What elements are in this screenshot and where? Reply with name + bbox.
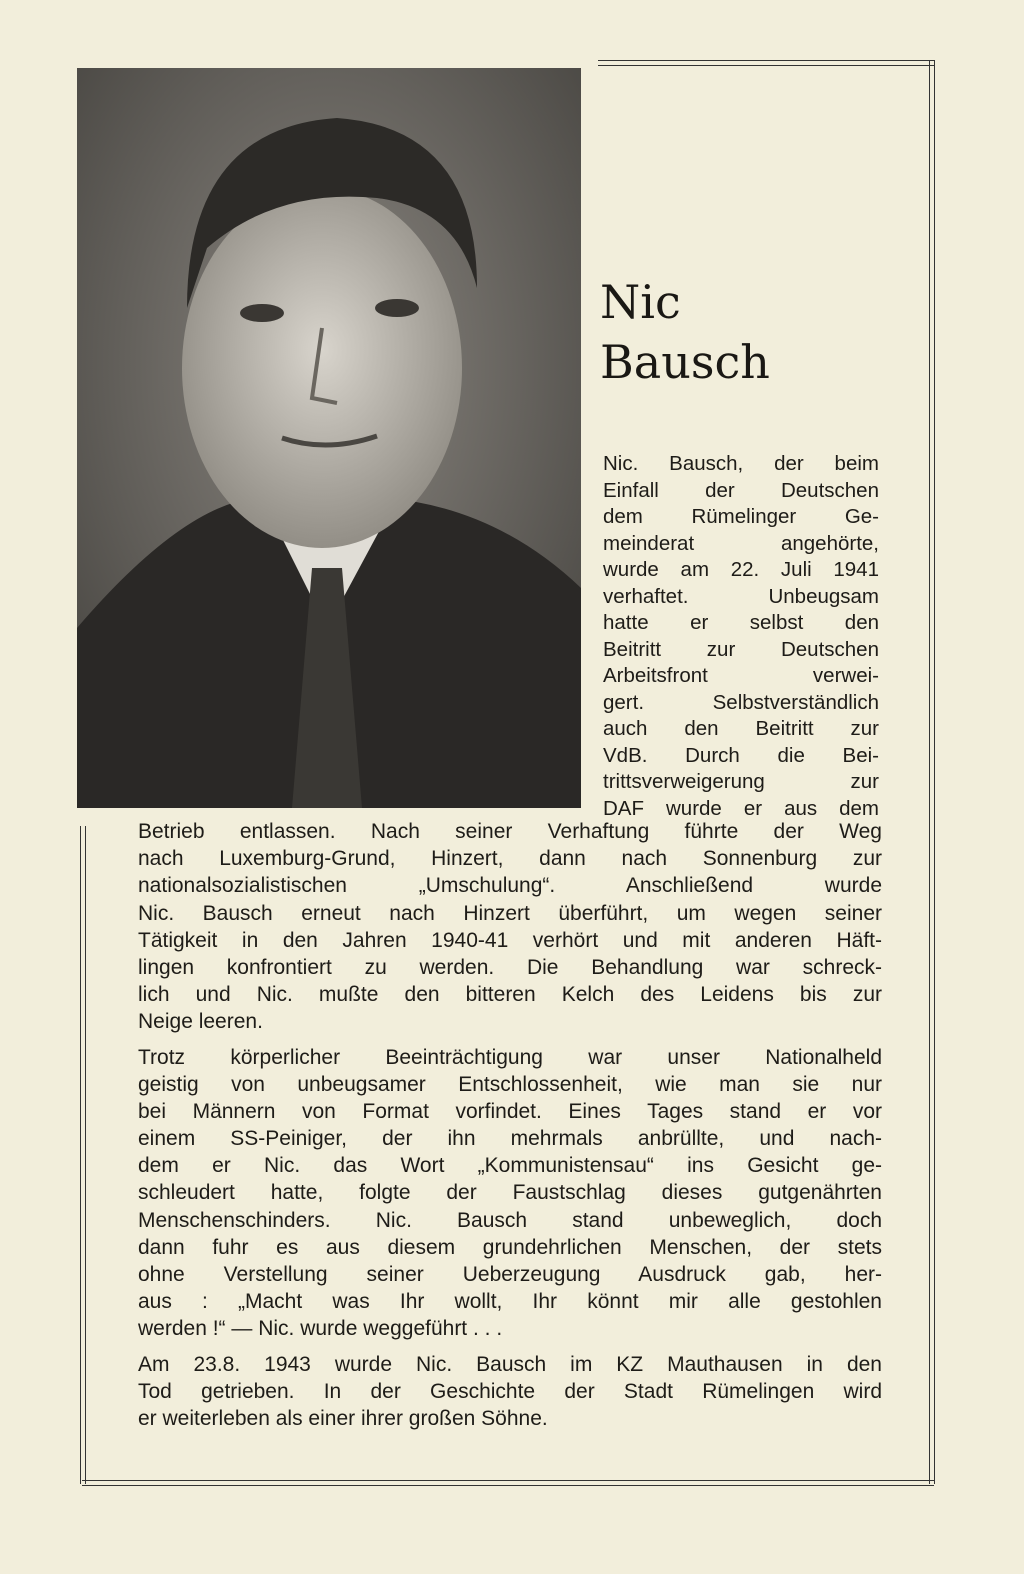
text-line: Nic. Bausch, der beim bbox=[603, 452, 879, 475]
text-line: trittsverweigerung zur bbox=[603, 770, 879, 793]
person-name-title bbox=[600, 272, 770, 392]
title-first-name: Nic bbox=[600, 275, 681, 329]
text-line: Betrieb entlassen. Nach seiner Verhaftung führte der Weg bbox=[138, 820, 882, 843]
text-line: wurde am 22. Juli 1941 bbox=[603, 558, 879, 581]
text-line: Menschenschinders. Nic. Bausch stand unbeweglich, doch bbox=[138, 1208, 882, 1232]
text-line: Arbeitsfront verwei- bbox=[603, 664, 879, 687]
text-line: verhaftet. Unbeugsam bbox=[603, 584, 879, 608]
text-line: dem Rümelinger Ge- bbox=[603, 505, 879, 528]
text-line: nationalsozialistischen „Umschulung“. Anschließend wurde bbox=[138, 874, 882, 898]
text-line: er weiterleben als einer ihrer großen Söhne. bbox=[138, 1406, 548, 1430]
text-line: ohne Verstellung seiner Ueberzeugung Ausdruck gab, her- bbox=[138, 1263, 882, 1286]
text-line: Tod getrieben. In der Geschichte der Stadt Rümelingen wird bbox=[138, 1379, 882, 1403]
text-line: werden !“ — Nic. wurde weggeführt . . . bbox=[138, 1317, 503, 1341]
title-last-name: Bausch bbox=[600, 335, 770, 389]
text-line: geistig von unbeugsamer Entschlossenheit, wie man sie nur bbox=[138, 1072, 882, 1096]
text-line: meinderat angehörte, bbox=[603, 531, 879, 555]
text-line: schleudert hatte, folgte der Faustschlag dieses gutgenährten bbox=[138, 1181, 882, 1205]
text-line: Trotz körperlicher Beeinträchtigung war unser Nationalheld bbox=[138, 1045, 882, 1069]
text-line: dann fuhr es aus diesem grundehrlichen Menschen, der stets bbox=[138, 1235, 882, 1259]
text-line: Tätigkeit in den Jahren 1940-41 verhört und mit anderen Häft- bbox=[138, 928, 882, 952]
text-line: gert. Selbstverständlich bbox=[603, 690, 879, 714]
text-line: Nic. Bausch erneut nach Hinzert überführt, um wegen seiner bbox=[138, 901, 882, 925]
text-line: auch den Beitritt zur bbox=[603, 717, 879, 740]
paragraph bbox=[138, 1351, 882, 1433]
side-column-text bbox=[603, 451, 879, 822]
paragraph bbox=[138, 1044, 882, 1343]
frame-border-top bbox=[598, 60, 934, 66]
text-line: DAF wurde er aus dem bbox=[603, 796, 879, 820]
portrait-photo bbox=[77, 68, 581, 808]
text-line: VdB. Durch die Bei- bbox=[603, 743, 879, 767]
text-line: einem SS-Peiniger, der ihn mehrmals anbrüllte, und nach- bbox=[138, 1127, 882, 1151]
frame-border-left bbox=[80, 826, 86, 1484]
text-line: Neige leeren. bbox=[138, 1010, 263, 1034]
text-line: nach Luxemburg-Grund, Hinzert, dann nach Sonnenburg zur bbox=[138, 847, 882, 871]
frame-border-bottom bbox=[82, 1480, 934, 1486]
text-line: Einfall der Deutschen bbox=[603, 478, 879, 502]
paragraph bbox=[138, 818, 882, 1036]
frame-border-right bbox=[929, 60, 935, 1484]
text-line: aus : „Macht was Ihr wollt, Ihr könnt mir alle gestohlen bbox=[138, 1290, 882, 1314]
text-line: Beitritt zur Deutschen bbox=[603, 637, 879, 661]
text-line: dem er Nic. das Wort „Kommunistensau“ ins Gesicht ge- bbox=[138, 1154, 882, 1178]
text-line: lich und Nic. mußte den bitteren Kelch des Leidens bis zur bbox=[138, 983, 882, 1007]
text-line: bei Männern von Format vorfindet. Eines Tages stand er vor bbox=[138, 1099, 882, 1123]
text-line: hatte er selbst den bbox=[603, 611, 879, 634]
text-line: lingen konfrontiert zu werden. Die Behandlung war schreck- bbox=[138, 955, 882, 979]
text-line: Am 23.8. 1943 wurde Nic. Bausch im KZ Mauthausen in den bbox=[138, 1352, 882, 1376]
main-body-text bbox=[138, 818, 882, 1440]
